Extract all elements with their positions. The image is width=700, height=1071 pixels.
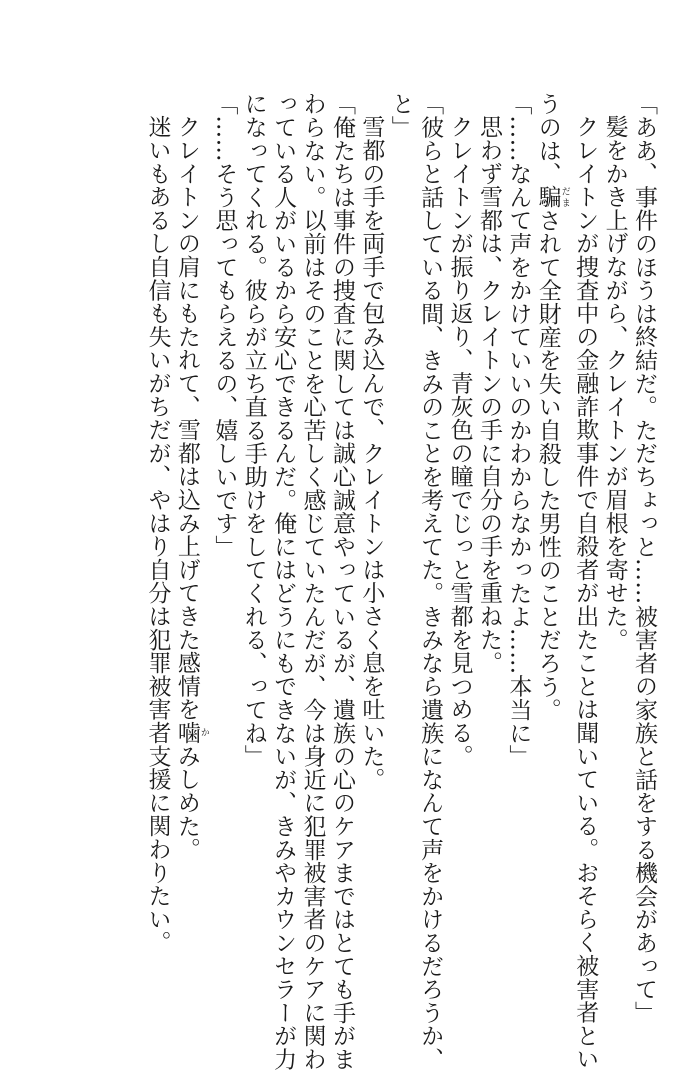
text-line-4	[532, 92, 569, 972]
text-line-6: 思わず雪都は、クレイトンの手に自分の手を重ねた。	[475, 115, 502, 675]
text-line-13: っている人がいるから安心できるんだ。俺にはどうにもできないが、きみやカウンセラーが力	[270, 92, 297, 1071]
text-line-16-before: クレイトンの肩にもたれて、雪都は込み上げてきた感情を	[173, 115, 200, 721]
ruby-dama	[534, 185, 570, 209]
text-line-2: 髪をかき上げながら、クレイトンが眉根を寄せた。	[601, 115, 628, 651]
text-line-14: になってくれる。彼らが立ち直る手助けをしてくれる、ってね」	[240, 92, 267, 768]
text-line-3: クレイトンが捜査中の金融詐欺事件で自殺者が出たことは聞いている。おそらく被害者とい	[572, 115, 599, 1071]
text-line-9: と」	[387, 92, 414, 139]
ruby-reading-ka: か	[198, 720, 209, 745]
text-line-4-before: うのは、	[534, 92, 561, 186]
ruby-reading-dama: だま	[559, 185, 570, 209]
text-line-10: 雪都の手を両手で包み込んで、クレイトンは小さく息を吐いた。	[358, 115, 385, 791]
text-line-4-after: されて全財産を失い自殺した男性のことだろう。	[534, 208, 561, 722]
text-line-1: 「ああ、事件のほうは終結だ。ただちょっと……被害者の家族と話をする機会があって」	[631, 92, 657, 1024]
ruby-base-ka: 噛	[173, 720, 200, 745]
ruby-ka	[173, 720, 209, 745]
text-line-16	[172, 92, 209, 972]
text-line-7: クレイトンが振り返り、青灰色の瞳でじっと雪都を見つめる。	[446, 115, 473, 768]
text-line-16-after: みしめた。	[173, 744, 200, 861]
text-line-5: 「……なんて声をかけていいのかわからなかったよ……本当に」	[505, 92, 532, 768]
text-line-15: 「……そう思ってもらえるの、嬉しいです」	[211, 92, 238, 558]
text-line-11: 「俺たちは事件の捜査に関しては誠心誠意やっているが、遺族の心のケアまではとても手がま	[328, 92, 355, 1071]
text-line-17: 迷いもあるし自信も失いがちだが、やはり自分は犯罪被害者支援に関わりたい。	[144, 115, 171, 954]
text-line-12: わらない。以前はそのことを心苦しく感じていたんだが、今は身近に犯罪被害者のケアに関わ	[299, 92, 326, 1071]
ruby-base-dama: 騙	[534, 185, 561, 209]
text-line-8: 「彼らと話している間、きみのことを考えてた。きみなら遺族になんて声をかけるだろうか、	[417, 92, 444, 1071]
vertical-text-body	[142, 92, 658, 1071]
